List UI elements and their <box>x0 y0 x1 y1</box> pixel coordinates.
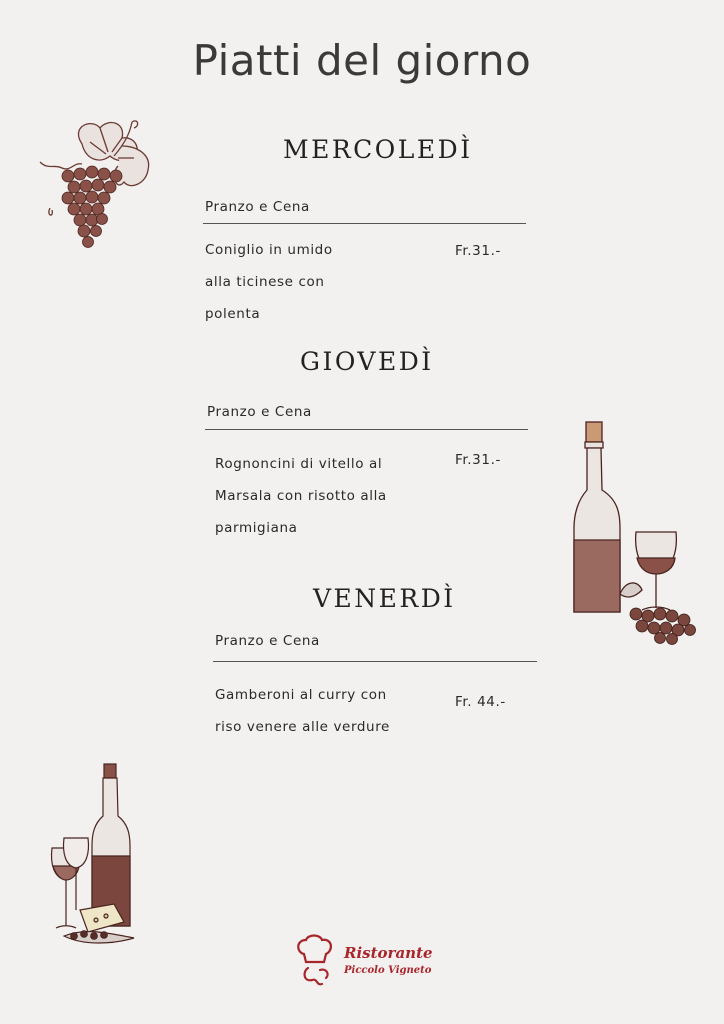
wine-bottle-glasses-cheese-illustration <box>44 760 144 952</box>
logo-name: Ristorante <box>344 944 433 962</box>
price-venerdi: Fr. 44.- <box>455 694 506 710</box>
dish-mercoledi: Coniglio in umido alla ticinese con polenta <box>205 242 333 322</box>
day-heading-mercoledi: MERCOLEDÌ <box>283 135 473 164</box>
divider-mercoledi <box>203 223 526 224</box>
service-label-giovedi: Pranzo e Cena <box>207 404 312 420</box>
day-heading-venerdi: VENERDÌ <box>313 584 456 613</box>
dish-venerdi: Gamberoni al curry con riso venere alle verdure <box>215 687 390 735</box>
page-title: Piatti del giorno <box>192 36 532 85</box>
divider-giovedi <box>205 429 528 430</box>
logo-subtitle: Piccolo Vigneto <box>344 965 432 976</box>
service-label-venerdi: Pranzo e Cena <box>215 633 320 649</box>
service-label-mercoledi: Pranzo e Cena <box>205 199 310 215</box>
chef-hat-icon <box>290 934 340 990</box>
grapes-illustration <box>30 112 160 257</box>
day-heading-giovedi: GIOVEDÌ <box>300 347 434 376</box>
price-giovedi: Fr.31.- <box>455 452 501 468</box>
divider-venerdi <box>213 661 537 662</box>
wine-bottle-glass-grapes-illustration <box>566 418 706 646</box>
price-mercoledi: Fr.31.- <box>455 243 501 259</box>
dish-giovedi: Rognoncini di vitello al Marsala con risotto alla parmigiana <box>215 456 387 536</box>
restaurant-logo <box>286 930 436 994</box>
